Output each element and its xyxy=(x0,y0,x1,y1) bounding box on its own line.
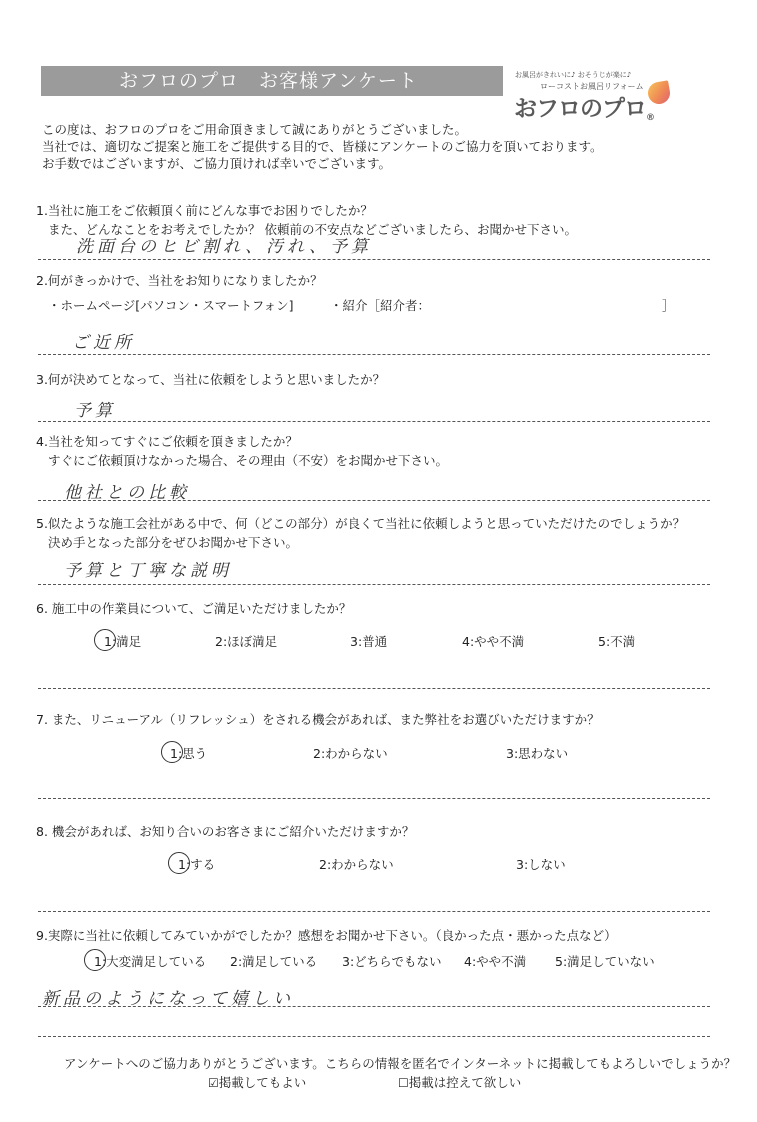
option-homepage: ・ホームページ[パソコン・スマートフォン] xyxy=(48,298,294,313)
question-5-line2: 決め手となった部分をぜひお聞かせ下さい。 xyxy=(48,535,299,550)
question-5-line1: 5.似たような施工会社がある中で、何（どこの部分）が良くて当社に依頼しようと思っていただけたのでしょうか？ xyxy=(36,516,686,531)
answer-2[interactable]: ご近所 xyxy=(72,333,135,353)
option-6-1[interactable]: 1:満足 xyxy=(104,634,142,649)
answer-4[interactable]: 他社との比較 xyxy=(64,483,190,503)
option-9-4[interactable]: 4:やや不満 xyxy=(464,954,527,969)
option-6-4[interactable]: 4:やや不満 xyxy=(462,634,525,649)
option-6-5[interactable]: 5:不満 xyxy=(598,634,636,649)
question-1-line1: 1.当社に施工をご依頼頂く前にどんな事でお困りでしたか？ xyxy=(36,203,373,218)
intro-line: 当社では、適切なご提案と施工をご提供する目的で、皆様にアンケートのご協力を頂いております。 xyxy=(42,139,603,154)
option-6-3[interactable]: 3:普通 xyxy=(350,634,388,649)
answer-line xyxy=(38,688,710,689)
option-publish-decline-label: 掲載は控えて欲しい xyxy=(408,1075,522,1090)
question-4-line2: すぐにご依頼頂けなかった場合、その理由（不安）をお聞かせ下さい。 xyxy=(48,453,449,468)
answer-9[interactable]: 新品のようになって嬉しい xyxy=(42,989,294,1009)
answer-line xyxy=(38,500,710,501)
answer-line xyxy=(38,911,710,912)
answer-line xyxy=(38,1006,710,1007)
question-3: 3.何が決めてとなって、当社に依頼をしようと思いましたか？ xyxy=(36,372,386,387)
question-1-line2: また、どんなことをお考えでしたか？ 依頼前の不安点などございましたら、お聞かせ下さい。 xyxy=(48,222,577,237)
brand-subtitle: ローコストお風呂リフォーム xyxy=(540,82,644,91)
brand-tagline: お風呂がきれいに♪ おそうじが楽に♪ xyxy=(515,71,632,79)
answer-line xyxy=(38,259,710,260)
intro-line: お手数ではございますが、ご協力頂ければ幸いでございます。 xyxy=(42,156,392,171)
answer-line xyxy=(38,421,710,422)
option-publish-ok-label: 掲載してもよい xyxy=(218,1075,307,1090)
option-publish-ok[interactable] xyxy=(208,1073,306,1091)
answer-line xyxy=(38,1036,710,1037)
option-8-3[interactable]: 3:しない xyxy=(516,857,566,872)
option-referral: ・紹介［紹介者： xyxy=(330,298,431,313)
option-7-1[interactable]: 1:思う xyxy=(170,746,208,761)
option-9-5[interactable]: 5:満足していない xyxy=(555,954,655,969)
question-4 xyxy=(36,432,448,470)
intro-text xyxy=(42,121,603,172)
unchecked-box-icon[interactable]: ☐ xyxy=(398,1076,409,1090)
checked-box-icon[interactable]: ☑ xyxy=(208,1076,219,1090)
question-7: 7. また、リニューアル（リフレッシュ）をされる機会があれば、また弊社をお選びいただけますか？ xyxy=(36,712,600,727)
question-2: 2.何がきっかけで、当社をお知りになりましたか？ xyxy=(36,273,323,288)
option-publish-decline[interactable] xyxy=(398,1073,521,1091)
brand-logo xyxy=(514,90,654,123)
answer-1[interactable]: 洗面台のヒビ割れ、汚れ、予算 xyxy=(76,237,373,257)
question-8: 8. 機会があれば、お知り合いのお客さまにご紹介いただけますか？ xyxy=(36,824,415,839)
question-9: 9.実際に当社に依頼してみていかがでしたか？感想をお聞かせ下さい。（良かった点・悪かった点など） xyxy=(36,928,617,943)
question-5 xyxy=(36,514,685,552)
publish-consent-question: アンケートへのご協力ありがとうございます。こちらの情報を匿名でインターネットに掲載してもよろしいでしょうか？ xyxy=(64,1056,737,1071)
option-8-1[interactable]: 1:する xyxy=(178,857,216,872)
answer-line xyxy=(38,584,710,585)
answer-5[interactable]: 予算と丁寧な説明 xyxy=(64,561,232,581)
option-7-3[interactable]: 3:思わない xyxy=(506,746,569,761)
intro-line: この度は、おフロのプロをご用命頂きまして誠にありがとうございました。 xyxy=(42,122,468,137)
answer-3[interactable]: 予算 xyxy=(74,401,116,421)
option-8-2[interactable]: 2:わからない xyxy=(319,857,394,872)
brand-name: おフロのプロ xyxy=(514,96,646,122)
referral-bracket-close: ］ xyxy=(662,298,675,313)
registered-mark: ® xyxy=(646,113,654,123)
answer-line xyxy=(38,798,710,799)
option-9-2[interactable]: 2:満足している xyxy=(230,954,318,969)
answer-line xyxy=(38,354,710,355)
question-4-line1: 4.当社を知ってすぐにご依頼を頂きましたか？ xyxy=(36,434,298,449)
option-7-2[interactable]: 2:わからない xyxy=(313,746,388,761)
option-9-1[interactable]: 1:大変満足している xyxy=(94,954,207,969)
survey-title: おフロのプロ お客様アンケート xyxy=(41,66,503,96)
question-6: 6. 施工中の作業員について、ご満足いただけましたか？ xyxy=(36,601,352,616)
option-6-2[interactable]: 2:ほぼ満足 xyxy=(215,634,278,649)
option-9-3[interactable]: 3:どちらでもない xyxy=(342,954,442,969)
